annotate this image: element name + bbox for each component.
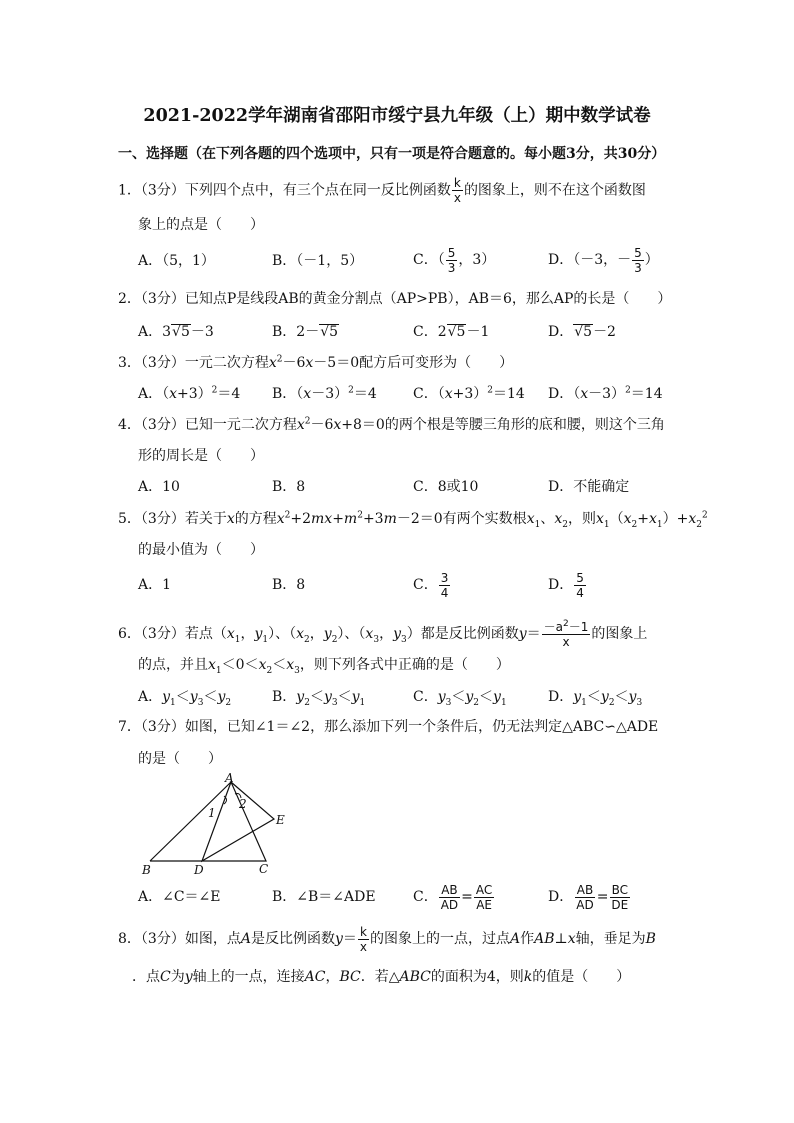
- q3-option-d: D．$(x-3)^2=14$: [548, 385, 663, 402]
- q1-option-d: D．（－3，－ $\frac{5}{3}$ ）: [548, 245, 659, 275]
- q1-option-a: A．（5，1）: [138, 253, 215, 269]
- q2-option-c: C．2√5－1: [413, 324, 490, 340]
- triangle-figure: [138, 770, 298, 880]
- label-d: D: [194, 863, 204, 877]
- q2-option-d: D．√5－2: [548, 324, 616, 340]
- label-c: C: [259, 862, 269, 876]
- q2-option-b: B．2－√5: [272, 324, 339, 340]
- q1-option-c: C．（ $\frac{5}{3}$ ，3）: [413, 245, 496, 275]
- q7-option-c: C． $\frac{AB}{AD}$ = $\frac{AC}{AE}$: [413, 882, 493, 912]
- label-e: E: [276, 813, 285, 827]
- page-title: 2021-2022学年湖南省邵阳市绥宁县九年级（上）期中数学试卷: [143, 106, 651, 126]
- q3-option-b: B．$(x-3)^2=4$: [272, 385, 377, 402]
- q4-option-b: B．8: [272, 479, 306, 495]
- question-5-stem: 5．（3分）若关于x的方程$x^2+2mx+m^2+3m-2=0$有两个实数根$x_1$、$x_2$，则$x_1(x_2+x_1)+x_2^2$: [118, 510, 708, 530]
- q3-option-c: C．$(x+3)^2=14$: [413, 385, 525, 402]
- q2-option-a: A．3√5－3: [138, 324, 214, 340]
- q7-option-b: B．∠B＝∠ADE: [272, 889, 376, 905]
- question-1-stem-cont: 象上的点是（ ）: [138, 217, 264, 233]
- question-4-stem-cont: 形的周长是（ ）: [138, 448, 264, 464]
- q4-option-c: C．8或10: [413, 479, 479, 495]
- q7-option-d: D． $\frac{AB}{AD}$ = $\frac{BC}{DE}$: [548, 882, 629, 912]
- q7-option-a: A．∠C＝∠E: [138, 889, 221, 905]
- question-5-stem-cont: 的最小值为（ ）: [138, 542, 264, 558]
- q5-option-d: D． $\frac{5}{4}$: [548, 570, 584, 600]
- label-a: A: [225, 771, 234, 785]
- section-heading: 一、选择题（在下列各题的四个选项中，只有一项是符合题意的。每小题3分，共30分）: [118, 146, 666, 162]
- q6-option-c: C．$y_3<y_2<y_1$: [413, 689, 507, 708]
- q4-option-a: A．10: [138, 479, 180, 495]
- question-6-stem-cont: 的点，并且$x_1<0<x_2<x_3$，则下列各式中正确的是（ ）: [138, 657, 510, 676]
- q4-option-d: D．不能确定: [548, 479, 630, 495]
- q5-option-b: B．8: [272, 577, 306, 593]
- q6-option-b: B．$y_2<y_3<y_1$: [272, 689, 366, 708]
- question-8-stem-cont: ．点C为y轴上的一点，连接AC，BC．若△ABC的面积为4，则k的值是（ ）: [132, 969, 631, 985]
- question-1-stem: 1．（3分）下列四个点中，有三个点在同一反比例函数 $\frac{k}{x}$ 的图象上，则不在这个函数图: [118, 176, 646, 205]
- q3-option-a: A．$(x+3)^2=4$: [138, 385, 241, 402]
- question-2-stem: 2．（3分）已知点P是线段AB的黄金分割点（AP>PB），AB＝6，那么AP的长是（ ）: [118, 291, 672, 307]
- q5-option-a: A．1: [138, 577, 172, 593]
- q1-option-b: B．（－1，5）: [272, 253, 364, 269]
- q5-option-c: C． $\frac{3}{4}$: [413, 570, 449, 600]
- question-3-stem: 3．（3分）一元二次方程$x^2-6x-5=0$配方后可变形为（ ）: [118, 354, 514, 371]
- question-4-stem: 4．（3分）已知一元二次方程$x^2-6x+8=0$的两个根是等腰三角形的底和腰，则这个三角: [118, 416, 665, 433]
- fraction-k-over-x: $\frac{k}{x}$: [453, 176, 461, 205]
- q6-option-d: D．$y_1<y_2<y_3$: [548, 689, 643, 708]
- question-6-stem: 6．（3分）若点（$x_1$，$y_1$）、（$x_2$，$y_2$）、（$x_3$，$y_3$）都是反比例函数y＝ $\frac{-a^2-1}{x}$ 的图象上: [118, 618, 648, 649]
- label-angle-1: 1: [208, 806, 216, 820]
- question-7-stem: 7．（3分）如图，已知∠1＝∠2，那么添加下列一个条件后，仍无法判定△ABC∽△ADE: [118, 719, 659, 735]
- label-angle-2: 2: [239, 797, 247, 811]
- label-b: B: [142, 863, 151, 877]
- question-8-stem: 8．（3分）如图，点A是反比例函数y＝ $\frac{k}{x}$ 的图象上的一点，过点A作AB⊥x轴，垂足为B: [118, 924, 656, 954]
- question-7-stem-cont: 的是（ ）: [138, 751, 222, 767]
- q6-option-a: A．$y_1<y_3<y_2$: [138, 689, 232, 708]
